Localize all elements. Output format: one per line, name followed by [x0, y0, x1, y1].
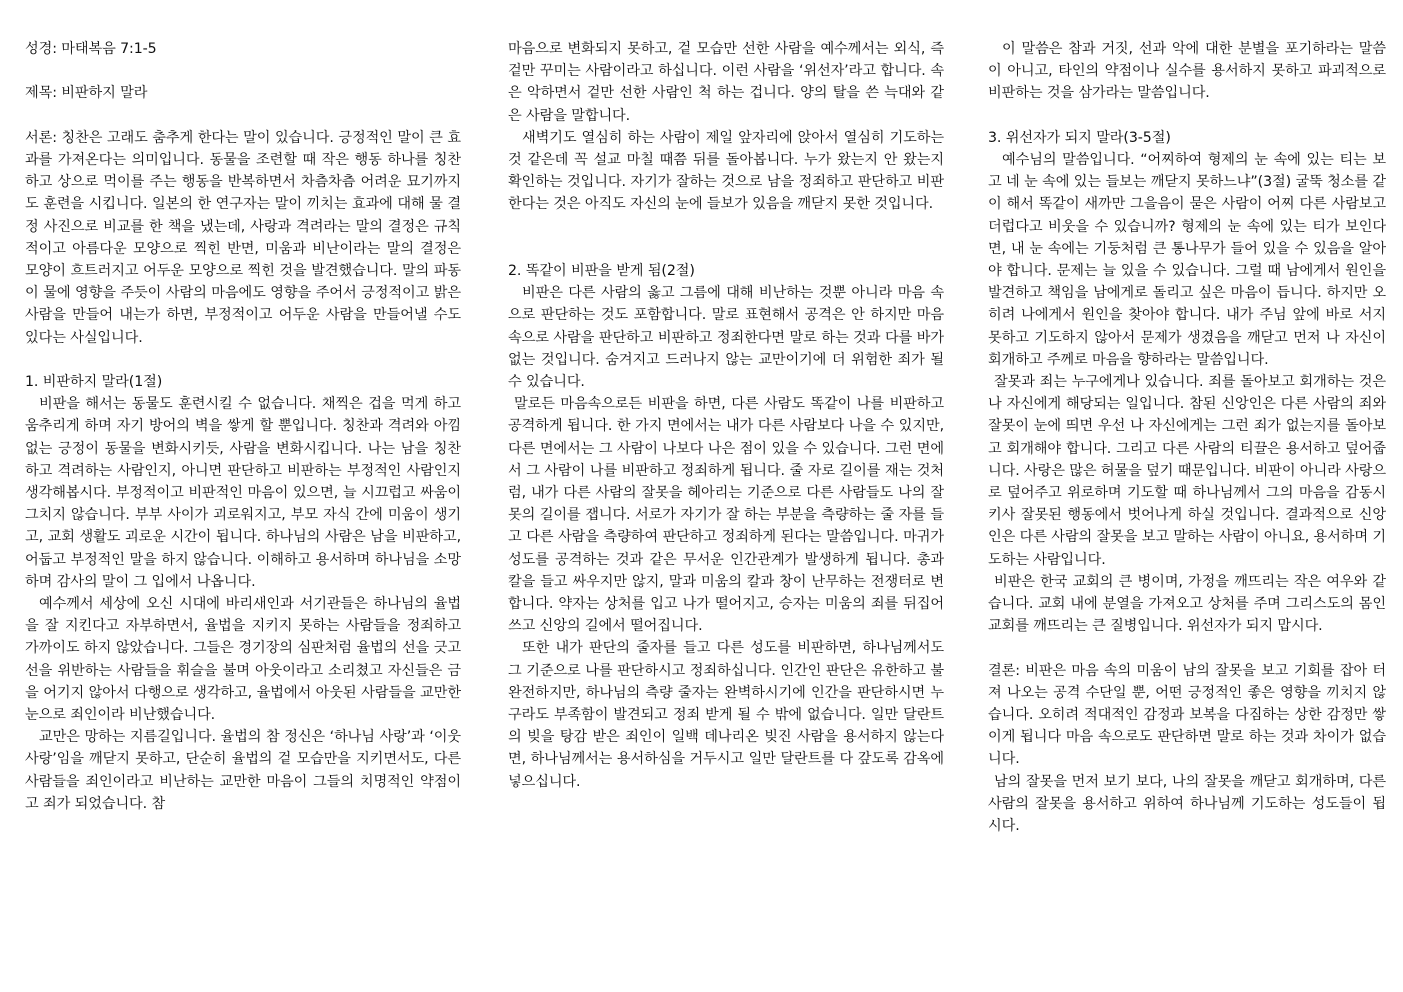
body-paragraph: 남의 잘못을 먼저 보기 보다, 나의 잘못을 깨닫고 회개하며, 다른 사람의 잘못을 용서하고 위하여 하나님께 기도하는 성도들이 됩시다. — [988, 773, 1386, 835]
body-paragraph: 이 말씀은 참과 거짓, 선과 악에 대한 분별을 포기하라는 말씀이 아니고, 타인의 약점이나 실수를 용서하지 못하고 파괴적으로 비판하는 것을 삼가라는 말씀입니다. — [988, 41, 1386, 102]
conclusion-paragraph: 결론: 비판은 마음 속의 미움이 남의 잘못을 보고 기회를 잡아 터져 나오는 공격 수단일 뿐, 어떤 긍정적인 좋은 영향을 끼치지 않습니다. 오히려 적대적인 감정과 보복을 다짐하는 상한 감정만 쌓이게 됩니다 마음 속으로도 판단하면 말로 하는 것과 차이가 없습니다. — [988, 662, 1386, 768]
column-1 — [25, 38, 461, 815]
section-heading-3: 3. 위선자가 되지 말라(3-5절) — [988, 129, 1171, 146]
column-3 — [988, 38, 1386, 837]
body-paragraph: 예수께서 세상에 오신 시대에 바리새인과 서기관들은 하나님의 율법을 잘 지킨다고 자부하면서, 율법을 지키지 못하는 사람들을 정죄하고 가까이도 하지 않았습니다. 그들은 경기장의 심판처럼 율법의 선을 긋고 선을 위반하는 사람들을 휘슬을 불며 아웃이라고 소리쳤고 자신들은 금을 어기지 않아서 다행으로 생각하고, 율법에서 아웃된 사람들을 교만한 눈으로 죄인이라 비난했습니다. — [25, 596, 461, 724]
introduction-paragraph: 서론: 칭찬은 고래도 춤추게 한다는 말이 있습니다. 긍정적인 말이 큰 효과를 가져온다는 의미입니다. 동물을 조련할 때 작은 행동 하나를 칭찬하고 상으로 먹이를 주는 행동을 반복하면서 차츰차츰 어려운 묘기까지도 훈련을 시킵니다. 일본의 한 연구자는 말이 끼치는 효과에 대해 물 결정 사진으로 비교를 한 책을 냈는데, 사랑과 격려라는 말의 결정은 규칙적이고 아름다운 모양으로 찍힌 반면, 미움과 비난이라는 말의 결정은 모양이 흐트러지고 어두운 모양으로 찍힌 것을 발견했습니다. 말의 파동이 물에 영향을 주듯이 사람의 마음에도 영향을 주어서 긍정적이고 밝은 사람을 만들어 내는가 하면, 부정적이고 어두운 사람을 만들어낼 수도 있다는 사실입니다. — [25, 129, 461, 346]
sermon-title: 제목: 비판하지 말라 — [25, 85, 148, 102]
body-paragraph: 잘못과 죄는 누구에게나 있습니다. 죄를 돌아보고 회개하는 것은 나 자신에게 해당되는 일입니다. 참된 신앙인은 다른 사람의 죄와 잘못이 눈에 띄면 우선 나 자신에게는 그런 죄가 없는지를 돌아보고 회개해야 합니다. 그리고 다른 사람의 티끌은 용서하고 덮어줍니다. 사랑은 많은 허물을 덮기 때문입니다. 비판이 아니라 사랑으로 덮어주고 위로하며 기도할 때 하나님께서 그의 마음을 감동시키사 잘못된 행동에서 벗어나게 하실 것입니다. 결과적으로 신앙인은 다른 사람의 잘못을 보고 말하는 사람이 아니요, 용서하며 기도하는 사람입니다. — [988, 374, 1386, 568]
body-paragraph: 비판은 한국 교회의 큰 병이며, 가정을 깨뜨리는 작은 여우와 같습니다. 교회 내에 분열을 가져오고 상처를 주며 그리스도의 몸인 교회를 깨뜨리는 큰 질병입니다. 위선자가 되지 맙시다. — [988, 573, 1386, 635]
body-paragraph: 비판을 해서는 동물도 훈련시킬 수 없습니다. 채찍은 겁을 먹게 하고 움추리게 하며 자기 방어의 벽을 쌓게 할 뿐입니다. 칭찬과 격려와 아낌없는 긍정이 동물을 변화시키듯, 사람을 변화시킵니다. 나는 남을 칭찬하고 격려하는 사람인지, 아니면 판단하고 비판하는 부정적인 사람인지 생각해봅시다. 부정적이고 비판적인 마음이 있으면, 늘 시끄럽고 싸움이 그치지 않습니다. 부부 사이가 괴로워지고, 부모 자식 간에 미움이 생기고, 교회 생활도 괴로운 시간이 됩니다. 하나님의 사람은 남을 비판하고, 어둡고 부정적인 말을 하지 않습니다. 이해하고 용서하며 하나님을 소망하며 감사의 말이 그 입에서 나옵니다. — [25, 396, 461, 590]
body-paragraph: 새벽기도 열심히 하는 사람이 제일 앞자리에 앉아서 열심히 기도하는 것 같은데 꼭 설교 마칠 때쯤 뒤를 돌아봅니다. 누가 왔는지 안 왔는지 확인하는 것입니다. 자기가 잘하는 것으로 남을 정죄하고 판단하고 비판한다는 것은 아직도 자신의 눈에 들보가 있음을 깨닫지 못한 것입니다. — [508, 129, 944, 213]
body-paragraph: 또한 내가 판단의 줄자를 들고 다른 성도를 비판하면, 하나님께서도 그 기준으로 나를 판단하시고 정죄하십니다. 인간인 판단은 유한하고 불완전하지만, 하나님의 측량 줄자는 완벽하시기에 인간을 판단하시면 누구라도 부족함이 발견되고 정죄 받게 될 수 밖에 없습니다. 일만 달란트의 빚을 탕감 받은 죄인이 일백 데나리온 빚진 사람을 용서하지 않는다면, 하나님께서는 용서하심을 거두시고 일만 달란트를 다 갚도록 감옥에 넣으십니다. — [508, 640, 944, 790]
body-paragraph: 말로든 마음속으로든 비판을 하면, 다른 사람도 똑같이 나를 비판하고 공격하게 됩니다. 한 가지 면에서는 내가 다른 사람보다 나을 수 있지만, 다른 면에서는 그 사람이 나보다 나은 점이 있을 수 있습니다. 그런 면에서 그 사람이 나를 비판하고 정죄하게 됩니다. 줄 자로 길이를 재는 것처럼, 내가 다른 사람의 잘못을 헤아리는 기준으로 다른 사람들도 나의 잘못의 길이를 잽니다. 서로가 자기가 잘 하는 부분을 측량하는 줄 자를 들고 다른 사람을 측량하여 판단하고 정죄하게 된다는 말씀입니다. 마귀가 성도를 공격하는 것과 같은 무서운 인간관계가 발생하게 됩니다. 총과 칼을 들고 싸우지만 않지, 말과 미움의 칼과 창이 난무하는 전쟁터로 변합니다. 약자는 상처를 입고 나가 떨어지고, 승자는 미움의 죄를 뒤집어 쓰고 신앙의 길에서 떨어집니다. — [508, 396, 944, 635]
section-heading-1: 1. 비판하지 말라(1절) — [25, 374, 163, 390]
body-paragraph: 교만은 망하는 지름길입니다. 율법의 참 정신은 ‘하나님 사랑’과 ‘이웃 사랑’임을 깨닫지 못하고, 단순히 율법의 겉 모습만을 지키면서도, 다른 사람들을 죄인이라고 비난하는 교만한 마음이 그들의 치명적인 약점이고 죄가 되었습니다. 참 — [25, 729, 461, 812]
body-paragraph: 예수님의 말씀입니다. “어찌하여 형제의 눈 속에 있는 티는 보고 네 눈 속에 있는 들보는 깨닫지 못하느냐”(3절) 굴뚝 청소를 같이 해서 똑같이 새까만 그을음이 묻은 사람이 어찌 다른 사람보고 더럽다고 비웃을 수 있습니까? 형제의 눈 속에 있는 티가 보인다면, 내 눈 속에는 기둥처럼 큰 통나무가 들어 있을 수 있음을 알아야 합니다. 문제는 늘 있을 수 있습니다. 그럴 때 남에게서 원인을 발견하고 책임을 남에게로 돌리고 싶은 마음이 듭니다. 하지만 오히려 나에게서 원인을 찾아야 합니다. 내가 주님 앞에 바로 서지 못하고 기도하지 않아서 문제가 생겼음을 깨닫고 먼저 나 자신이 회개하고 주께로 마음을 향하라는 말씀입니다. — [988, 152, 1386, 368]
body-paragraph: 비판은 다른 사람의 옳고 그름에 대해 비난하는 것뿐 아니라 마음 속으로 판단하는 것도 포함합니다. 말로 표현해서 공격은 안 하지만 마음 속으로 사람을 판단하고 비판하고 정죄한다면 말로 하는 것과 다를 바가 없는 것입니다. 숨겨지고 드러나지 않는 교만이기에 더 위험한 죄가 될 수 있습니다. — [508, 285, 944, 391]
body-paragraph: 마음으로 변화되지 못하고, 겉 모습만 선한 사람을 예수께서는 외식, 즉 겉만 꾸미는 사람이라고 하십니다. 이런 사람을 ‘위선자’라고 합니다. 속은 악하면서 겉만 선한 사람인 척 하는 겁니다. 양의 탈을 쓴 늑대와 같은 사람을 말합니다. — [508, 41, 944, 124]
column-2 — [508, 38, 944, 793]
section-heading-2: 2. 똑같이 비판을 받게 됨(2절) — [508, 263, 695, 279]
scripture-reference: 성경: 마태복음 7:1-5 — [25, 41, 157, 57]
